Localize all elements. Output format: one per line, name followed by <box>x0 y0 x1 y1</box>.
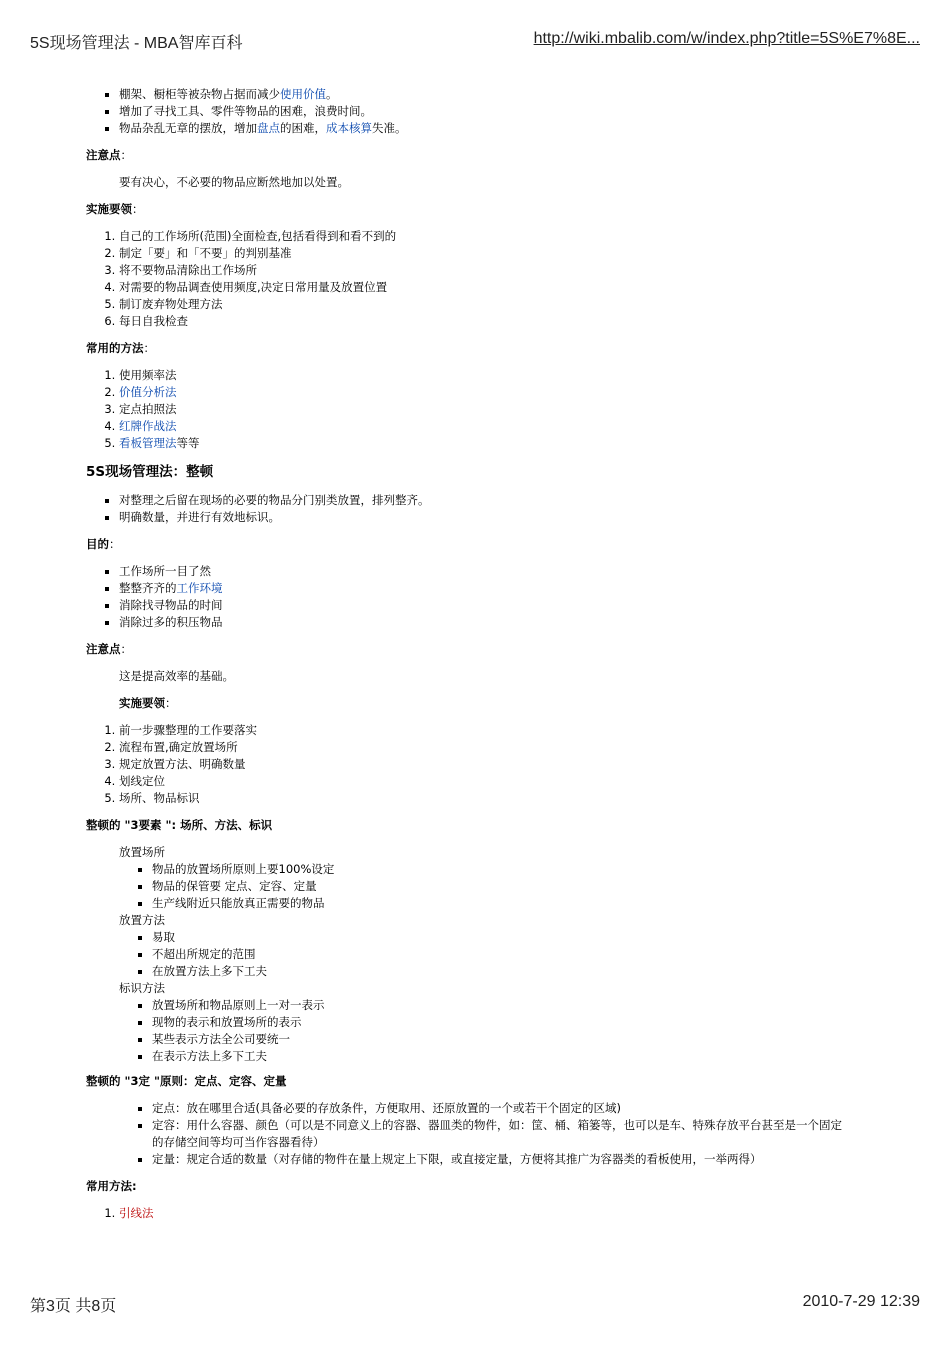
list-item: ▪ 整整齐齐的工作环境 <box>119 580 886 597</box>
list-item: 6. 每日自我检查 <box>119 313 886 330</box>
three-fixed-label: 整顿的 "3定 "原则：定点、定容、定量 <box>86 1074 287 1088</box>
impl-list <box>86 722 886 807</box>
impl-label: 实施要领： <box>119 696 177 710</box>
seiton-intro-list <box>86 492 886 526</box>
list-item: 5. 看板管理法等等 <box>119 435 886 452</box>
list-item: 3. 规定放置方法、明确数量 <box>119 756 886 773</box>
list-item: ▪ 物品的保管要 定点、定容、定量 <box>152 878 886 895</box>
group-list <box>119 997 886 1065</box>
list-item: 3. 定点拍照法 <box>119 401 886 418</box>
print-footer <box>30 1293 920 1313</box>
list-item <box>119 384 886 401</box>
link-work-environment[interactable]: 工作环境 <box>176 581 223 595</box>
list-item: 1. 使用频率法 <box>119 367 886 384</box>
methods-list <box>86 367 886 452</box>
link-value-analysis[interactable]: 价值分析法 <box>119 385 177 399</box>
methods-label: 常用的方法： <box>86 341 155 355</box>
page-number: 第3页 共8页 <box>30 1298 117 1315</box>
note-text: 这是提高效率的基础。 <box>119 669 234 683</box>
list-item: 1. 自己的工作场所(范围)全面检查,包括看得到和看不到的 <box>119 228 886 245</box>
link-use-value[interactable]: 使用价值 <box>280 87 326 101</box>
problem-list <box>86 86 886 137</box>
print-datetime: 2010-7-29 12:39 <box>802 1293 920 1310</box>
list-item: ▪ 不超出所规定的范围 <box>152 946 886 963</box>
link-inventory[interactable]: 盘点 <box>257 121 280 135</box>
print-header <box>30 30 920 52</box>
list-item: ▪ 易取 <box>152 929 886 946</box>
link-kanban[interactable]: 看板管理法 <box>119 436 177 450</box>
group-list <box>119 929 886 980</box>
list-item: 2. 制定「要」和「不要」的判别基准 <box>119 245 886 262</box>
list-item: ▪ 明确数量，并进行有效地标识。 <box>119 509 886 526</box>
link-red-tag[interactable]: 红牌作战法 <box>119 419 177 433</box>
group-list <box>119 861 886 912</box>
note-text: 要有决心，不必要的物品应断然地加以处置。 <box>119 175 349 189</box>
list-item: 2. 流程布置,确定放置场所 <box>119 739 886 756</box>
three-elements-label: 整顿的 "3要素 ": 场所、方法、标识 <box>86 818 273 832</box>
link-cost-accounting[interactable]: 成本核算 <box>326 121 372 135</box>
list-item: ▪ 现物的表示和放置场所的表示 <box>152 1014 886 1031</box>
group-title: 放置方法 <box>119 913 165 927</box>
list-item: ▪ 定点：放在哪里合适(具备必要的存放条件，方便取用、还原放置的一个或若干个固定的区域) <box>152 1100 852 1117</box>
list-item: ▪ 定容：用什么容器、颜色（可以是不同意义上的容器、器皿类的物件，如：筐、桶、箱篓等，也可以是车、特殊存放平台甚至是一个固定的存储空间等均可当作容器看待） <box>152 1117 852 1151</box>
list-item: ▪ 某些表示方法全公司要统一 <box>152 1031 886 1048</box>
list-item: ▪ 对整理之后留在现场的必要的物品分门别类放置，排列整齐。 <box>119 492 886 509</box>
three-elements-groups <box>86 844 886 1065</box>
list-item: ▪ 物品杂乱无章的摆放，增加盘点的困难，成本核算失准。 <box>119 120 886 137</box>
list-item: 1. 前一步骤整理的工作要落实 <box>119 722 886 739</box>
impl-list <box>86 228 886 330</box>
list-item: ▪ 工作场所一目了然 <box>119 563 886 580</box>
section-heading-seiton: 5S现场管理法：整顿 <box>86 464 214 480</box>
list-item: ▪ 消除过多的积压物品 <box>119 614 886 631</box>
group-title: 标识方法 <box>119 981 165 995</box>
list-item: 5. 制订废弃物处理方法 <box>119 296 886 313</box>
list-item: 4. 划线定位 <box>119 773 886 790</box>
list-item: ▪ 在放置方法上多下工夫 <box>152 963 886 980</box>
purpose-label: 目的： <box>86 537 121 551</box>
page-url-link[interactable]: http://wiki.mbalib.com/w/index.php?title=5S%E7%8E... <box>533 30 920 47</box>
list-item: ▪ 消除找寻物品的时间 <box>119 597 886 614</box>
list-item: ▪ 物品的放置场所原则上要100%设定 <box>152 861 886 878</box>
link-guide-line-method[interactable]: 引线法 <box>119 1206 154 1220</box>
list-item: ▪ 放置场所和物品原则上一对一表示 <box>152 997 886 1014</box>
purpose-list <box>86 563 886 631</box>
note-label: 注意点： <box>86 642 132 656</box>
list-item <box>119 1205 886 1222</box>
list-item: 4. 对需要的物品调查使用频度,决定日常用量及放置位置 <box>119 279 886 296</box>
list-item: ▪ 增加了寻找工具、零件等物品的困难，浪费时间。 <box>119 103 886 120</box>
note-label: 注意点： <box>86 148 132 162</box>
impl-label: 实施要领： <box>86 202 144 216</box>
article-content <box>86 86 886 1222</box>
group-title: 放置场所 <box>119 845 165 859</box>
common-methods-list <box>86 1205 886 1222</box>
list-item <box>119 418 886 435</box>
list-item: 5. 场所、物品标识 <box>119 790 886 807</box>
common-methods-label: 常用方法: <box>86 1179 137 1193</box>
list-item: ▪ 生产线附近只能放真正需要的物品 <box>152 895 886 912</box>
three-fixed-list <box>86 1100 852 1168</box>
list-item: 3. 将不要物品清除出工作场所 <box>119 262 886 279</box>
list-item: ▪ 棚架、橱柜等被杂物占据而减少使用价值。 <box>119 86 886 103</box>
list-item: ▪ 定量：规定合适的数量（对存储的物件在量上规定上下限，或直接定量，方便将其推广为容器类的看板使用，一举两得） <box>152 1151 852 1168</box>
list-item: ▪ 在表示方法上多下工夫 <box>152 1048 886 1065</box>
page-title: 5S现场管理法 - MBA智库百科 <box>30 35 243 52</box>
